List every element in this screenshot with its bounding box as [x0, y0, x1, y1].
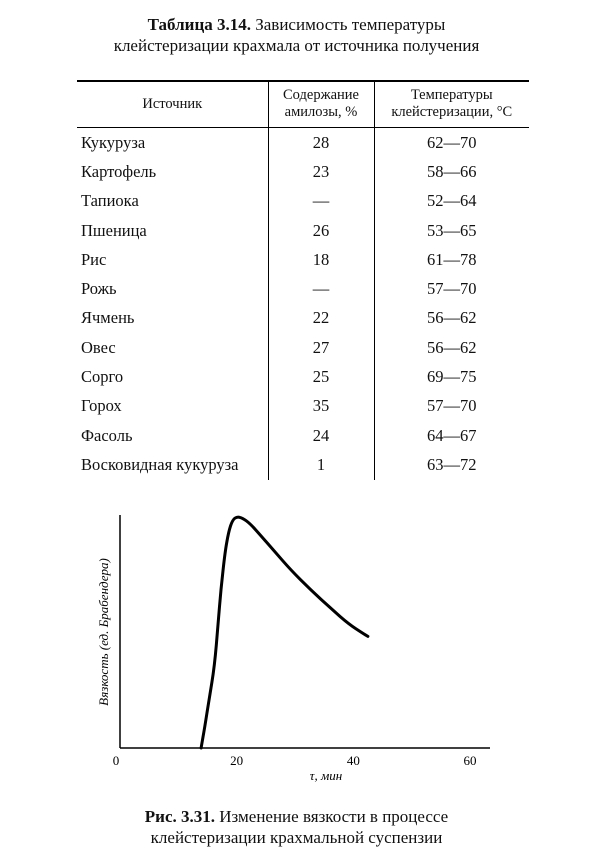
cell-temperature: 58—66 [427, 161, 477, 181]
cell-source: Рис [81, 249, 107, 269]
cell-source: Пшеница [81, 220, 147, 240]
table-caption-line2: клейстеризации крахмала от источника получения [113, 36, 480, 55]
table-header-row [77, 81, 529, 128]
cell-amylose: 26 [268, 216, 374, 245]
table-caption-line1: Зависимость температуры [255, 15, 446, 34]
cell-source: Сорго [81, 367, 124, 387]
cell-temperature: 69—75 [427, 367, 477, 387]
cell-temperature: 63—72 [427, 454, 477, 474]
table-row [77, 274, 529, 303]
header-temperature: Температуры клейстеризации, °С [374, 81, 529, 128]
table-row [77, 333, 529, 362]
cell-temperature: 61—78 [427, 249, 477, 269]
table-caption [0, 14, 593, 56]
chart-axes [120, 515, 490, 748]
cell-temperature: 56—62 [427, 337, 477, 357]
table-row [77, 362, 529, 391]
cell-source: Овес [81, 337, 116, 357]
x-tick-label: 0 [112, 753, 120, 768]
cell-source: Горох [81, 396, 122, 416]
figure-caption-label: Рис. 3.31. [144, 807, 216, 826]
table-row [77, 304, 529, 333]
cell-amylose: 24 [268, 421, 374, 450]
cell-source: Картофель [81, 161, 157, 181]
cell-source: Ячмень [81, 308, 135, 328]
cell-source: Восковидная кукуруза [81, 454, 239, 474]
viscosity-curve [201, 517, 368, 748]
cell-temperature: 57—70 [427, 396, 477, 416]
cell-source: Рожь [81, 279, 117, 299]
cell-amylose: 35 [268, 392, 374, 421]
table-row [77, 421, 529, 450]
cell-amylose: — [268, 187, 374, 216]
cell-source: Кукуруза [81, 132, 146, 152]
cell-source: Тапиока [81, 191, 139, 211]
x-axis-label: τ, мин [309, 768, 343, 783]
x-tick-label: 20 [230, 753, 244, 768]
table-row [77, 392, 529, 421]
y-axis-label: Вязкость (ед. Брабендера) [96, 558, 111, 706]
cell-amylose: — [268, 274, 374, 303]
figure-caption [0, 806, 593, 848]
x-tick-label: 60 [463, 753, 477, 768]
table-row [77, 450, 529, 479]
cell-temperature: 57—70 [427, 279, 477, 299]
table-row [77, 187, 529, 216]
cell-amylose: 1 [268, 450, 374, 479]
header-amylose: Содержание амилозы, % [268, 81, 374, 128]
cell-amylose: 27 [268, 333, 374, 362]
x-tick-label: 40 [346, 753, 360, 768]
cell-temperature: 64—67 [427, 425, 477, 445]
cell-temperature: 62—70 [427, 132, 477, 152]
cell-temperature: 53—65 [427, 220, 477, 240]
cell-temperature: 52—64 [427, 191, 477, 211]
table-row [77, 128, 529, 158]
figure-caption-line2: клейстеризации крахмальной суспензии [150, 828, 443, 847]
figure-caption-line1: Изменение вязкости в процессе [219, 807, 449, 826]
viscosity-chart [0, 500, 593, 800]
cell-amylose: 23 [268, 157, 374, 186]
cell-amylose: 22 [268, 304, 374, 333]
table-row [77, 245, 529, 274]
cell-amylose: 25 [268, 362, 374, 391]
header-source: Источник [77, 81, 268, 128]
starch-gelatinization-table [77, 80, 529, 480]
cell-temperature: 56—62 [427, 308, 477, 328]
table-row [77, 157, 529, 186]
table-caption-label: Таблица 3.14. [147, 15, 251, 34]
cell-amylose: 18 [268, 245, 374, 274]
table-row [77, 216, 529, 245]
cell-source: Фасоль [81, 425, 133, 445]
cell-amylose: 28 [268, 128, 374, 158]
